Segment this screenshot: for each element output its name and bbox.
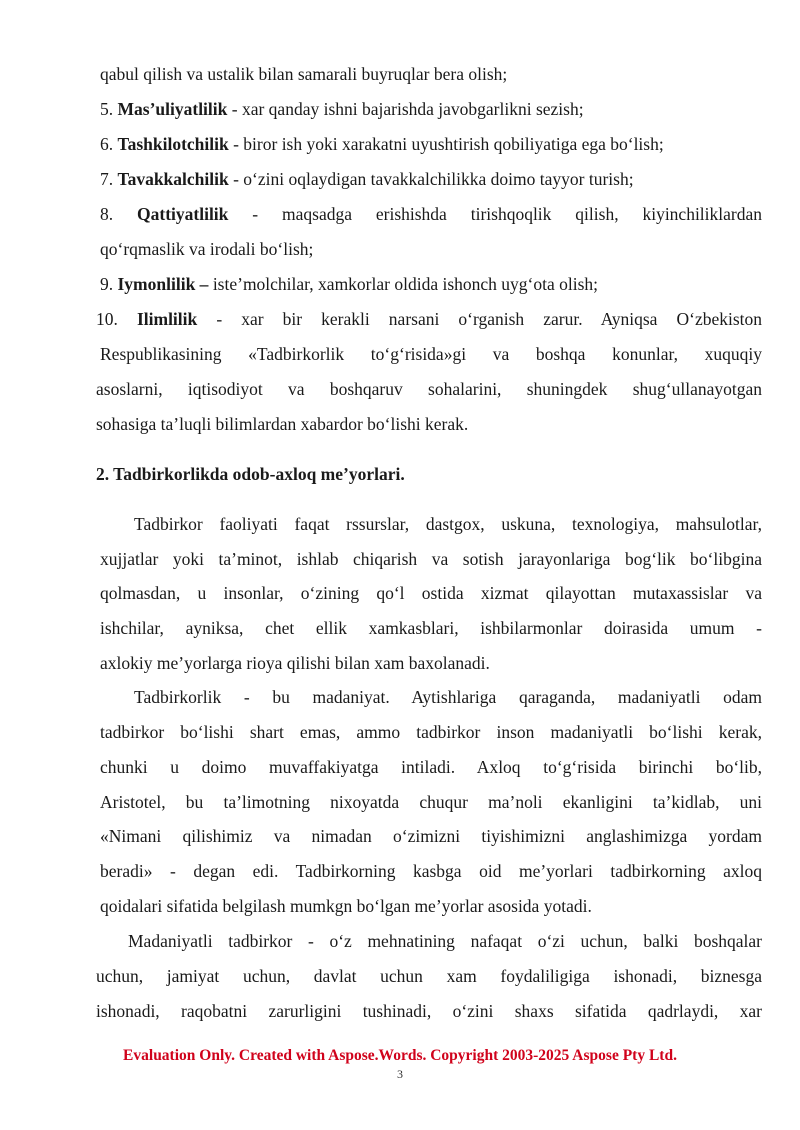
- paragraph-2-line: beradi» - degan edi. Tadbirkorning kasbga oid me’yorlari tadbirkorning axloq: [100, 861, 762, 881]
- paragraph-3-line: uchun, jamiyat uchun, davlat uchun xam foydaliligiga ishonadi, biznesga: [96, 966, 762, 986]
- list-number: 6.: [100, 134, 114, 154]
- list-item-10: [96, 308, 762, 330]
- paragraph-2-line: tadbirkor bo‘lishi shart emas, ammo tadbirkor inson madaniyatli bo‘lishi kerak,: [100, 722, 762, 742]
- list-text: - xar bir kerakli narsani o‘rganish zarur. Ayniqsa O‘zbekiston: [216, 309, 763, 329]
- list-term: Tavakkalchilik: [117, 169, 229, 189]
- list-number: 10.: [96, 309, 118, 329]
- paragraph-1-line: qolmasdan, u insonlar, o‘zining qo‘l ostida xizmat qilayottan mutaxassislar va: [100, 583, 762, 603]
- list-item-8: [100, 203, 762, 225]
- paragraph-2-line: Aristotel, bu ta’limotning nixoyatda chuqur ma’noli ekanligini ta’kidlab, uni: [100, 792, 762, 812]
- list-term: Mas’uliyatlilik: [117, 99, 228, 119]
- paragraph-2-line: «Nimani qilishimiz va nimadan o‘zimizni tiyishimizni anglashimizga yordam: [100, 826, 762, 846]
- list-text: iste’molchilar, xamkorlar oldida ishonch uyg‘ota olish;: [212, 274, 599, 294]
- section-heading: 2. Tadbirkorlikda odob-axloq me’yorlari.: [96, 464, 405, 484]
- list-text: - biror ish yoki xarakatni uyushtirish qobiliyatiga ega bo‘lish;: [233, 134, 664, 154]
- list-item-5: [100, 98, 584, 120]
- paragraph-1-line: axlokiy me’yorlarga rioya qilishi bilan xam baxolanadi.: [100, 653, 490, 673]
- list-text: - xar qanday ishni bajarishda javobgarlikni sezish;: [231, 99, 584, 119]
- text-line: asoslarni, iqtisodiyot va boshqaruv sohalarini, shuningdek shug‘ullanayotgan: [96, 379, 762, 399]
- paragraph-3-line: ishonadi, raqobatni zarurligini tushinadi, o‘zini shaxs sifatida qadrlaydi, xar: [96, 1001, 762, 1021]
- list-text: - o‘zini oqlaydigan tavakkalchilikka doimo tayyor turish;: [233, 169, 634, 189]
- evaluation-footer: Evaluation Only. Created with Aspose.Words. Copyright 2003-2025 Aspose Pty Ltd.: [123, 1047, 677, 1064]
- text-line: qo‘rqmaslik va irodali bo‘lish;: [100, 239, 314, 259]
- page-number: 3: [397, 1067, 403, 1081]
- list-term: Tashkilotchilik: [117, 134, 229, 154]
- list-item-6: [100, 133, 664, 155]
- list-term: Qattiyatlilik: [137, 204, 229, 224]
- text-line: sohasiga ta’luqli bilimlardan xabardor bo‘lishi kerak.: [96, 414, 469, 434]
- list-number: 5.: [100, 99, 114, 119]
- list-number: 9.: [100, 274, 114, 294]
- list-text: - maqsadga erishishda tirishqoqlik qilish, kiyinchiliklardan: [252, 204, 763, 224]
- paragraph-1-line: Tadbirkor faoliyati faqat rssurslar, dastgox, uskuna, texnologiya, mahsulotlar,: [134, 514, 762, 534]
- paragraph-2-line: Tadbirkorlik - bu madaniyat. Aytishlariga qaraganda, madaniyatli odam: [134, 687, 762, 707]
- list-term: Iymonlilik –: [117, 274, 209, 294]
- paragraph-1-line: xujjatlar yoki ta’minot, ishlab chiqarish va sotish jarayonlariga bog‘lik bo‘libgina: [100, 549, 762, 569]
- list-number: 7.: [100, 169, 114, 189]
- paragraph-2-line: chunki u doimo muvaffakiyatga intiladi. Axloq to‘g‘risida birinchi bo‘lib,: [100, 757, 762, 777]
- text-line: Respublikasining «Tadbirkorlik to‘g‘risida»gi va boshqa konunlar, xuquqiy: [100, 344, 762, 364]
- paragraph-2-line: qoidalari sifatida belgilash mumkgn bo‘lgan me’yorlar asosida yotadi.: [100, 896, 592, 916]
- list-number: 8.: [100, 204, 114, 224]
- text-line: qabul qilish va ustalik bilan samarali buyruqlar bera olish;: [100, 64, 508, 84]
- list-item-9: [100, 273, 598, 295]
- paragraph-3-line: Madaniyatli tadbirkor - o‘z mehnatining nafaqat o‘zi uchun, balki boshqalar: [128, 931, 762, 951]
- paragraph-1-line: ishchilar, ayniksa, chet ellik xamkasblari, ishbilarmonlar doirasida umum -: [100, 618, 762, 638]
- list-term: Ilimlilik: [136, 309, 198, 329]
- list-item-7: [100, 168, 634, 190]
